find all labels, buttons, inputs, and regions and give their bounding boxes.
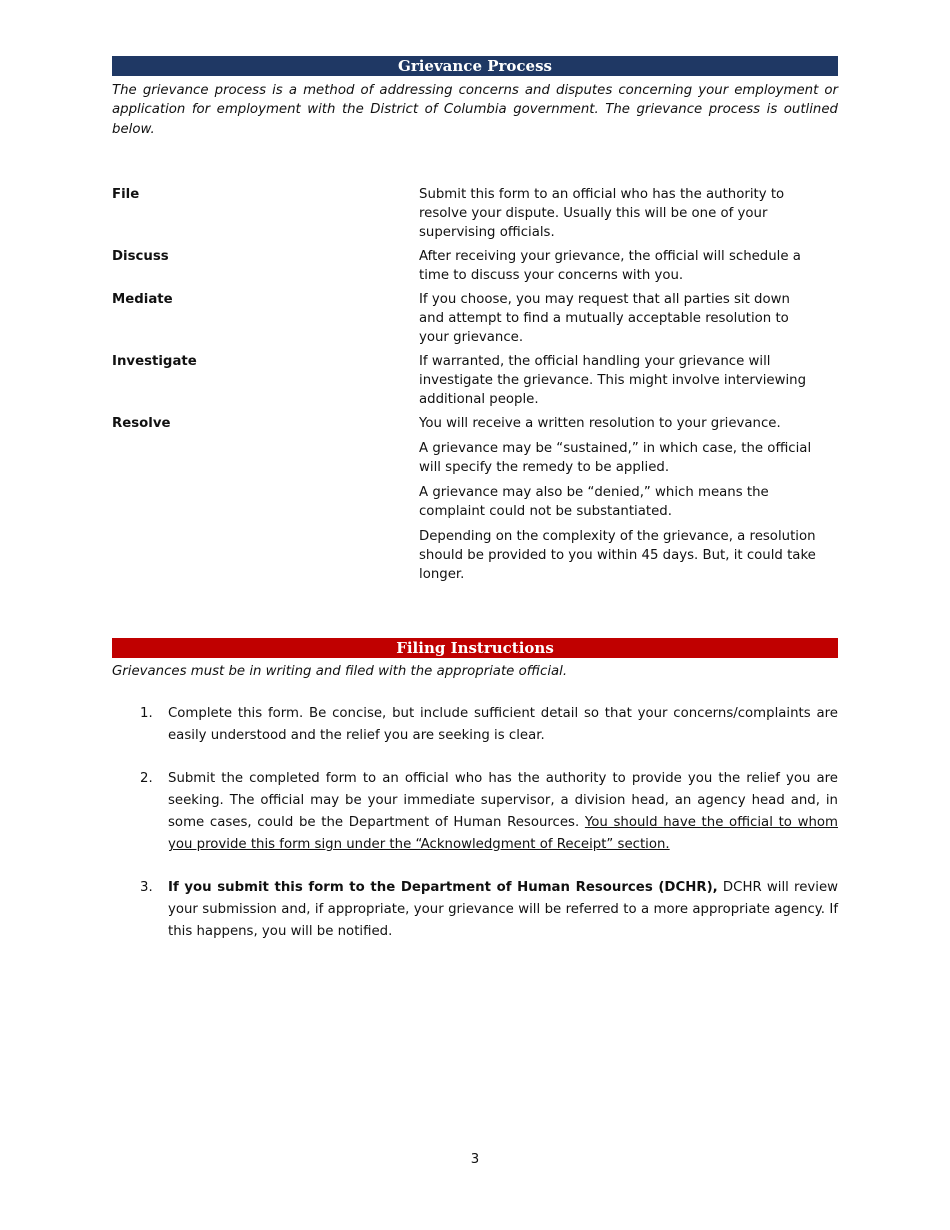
instruction-body: Complete this form. Be concise, but include sufficient detail so that your concerns/complaints are easily understood and the relief you are seeking is clear. — [168, 706, 838, 743]
step-description — [419, 414, 819, 584]
filing-instructions-title: Filing Instructions — [396, 639, 554, 657]
instruction-number: 2. — [140, 771, 153, 786]
step-term: Mediate — [112, 291, 173, 307]
step-paragraph: Depending on the complexity of the grievance, a resolution should be provided to you within 45 days. But, it could take longer. — [419, 528, 816, 582]
step-paragraph: After receiving your grievance, the official will schedule a time to discuss your concerns with you. — [419, 248, 801, 283]
acknowledgment-note: You should have the official to whom you provide this form sign under the “Acknowledgment of Receipt” section. — [168, 815, 839, 852]
filing-instructions-subtitle: Grievances must be in writing and filed with the appropriate official. — [112, 664, 568, 679]
grievance-process-intro: The grievance process is a method of addressing concerns and disputes concerning your employment or application for employment with the District of Columbia government. The grievance process is outlined below. — [112, 83, 838, 137]
page-number: 3 — [470, 1152, 480, 1167]
step-term: Resolve — [112, 415, 171, 431]
process-steps — [112, 185, 838, 584]
step-mediate — [112, 290, 838, 347]
step-file — [112, 185, 838, 242]
step-description — [419, 185, 819, 242]
grievance-process-title: Grievance Process — [398, 57, 552, 75]
step-description — [419, 290, 819, 347]
filing-instructions-header — [112, 638, 838, 658]
step-term: Investigate — [112, 353, 197, 369]
instruction-number: 3. — [140, 880, 153, 895]
step-discuss — [112, 247, 838, 285]
step-paragraph: If warranted, the official handling your grievance will investigate the grievance. This might involve interviewing additional people. — [419, 353, 807, 407]
instruction-item — [112, 768, 838, 856]
step-paragraph: You will receive a written resolution to your grievance. — [419, 415, 781, 431]
grievance-process-section — [112, 56, 838, 589]
grievance-process-header — [112, 56, 838, 76]
step-paragraph: A grievance may also be “denied,” which means the complaint could not be substantiated. — [419, 484, 769, 519]
instruction-number: 1. — [140, 706, 153, 721]
step-resolve — [112, 414, 838, 584]
step-description — [419, 247, 819, 285]
instruction-body: Submit the completed form to an official who has the authority to provide you the relief you are seeking. The official may be your immediate supervisor, a division head, an agency head and, in some cases, could be the Department of Human Resources. — [168, 771, 838, 830]
step-investigate — [112, 352, 838, 409]
instruction-item — [112, 877, 838, 943]
instruction-text — [168, 703, 838, 747]
instruction-bold-lead: If you submit this form to the Department of Human Resources (DCHR), — [168, 880, 718, 895]
filing-instructions-section — [112, 638, 838, 964]
instruction-text — [168, 768, 838, 856]
step-term: File — [112, 186, 140, 202]
instructions-list — [112, 703, 838, 943]
instruction-body: DCHR will review your submission and, if appropriate, your grievance will be referred to a more appropriate agency. If this happens, you will be notified. — [168, 880, 839, 939]
instruction-text — [168, 877, 838, 943]
step-paragraph: If you choose, you may request that all parties sit down and attempt to find a mutually acceptable resolution to your grievance. — [419, 291, 790, 345]
instruction-item — [112, 703, 838, 747]
step-term: Discuss — [112, 248, 169, 264]
step-description — [419, 352, 819, 409]
step-paragraph: A grievance may be “sustained,” in which case, the official will specify the remedy to be applied. — [419, 440, 812, 475]
step-paragraph: Submit this form to an official who has the authority to resolve your dispute. Usually this will be one of your supervising officials. — [419, 186, 785, 240]
